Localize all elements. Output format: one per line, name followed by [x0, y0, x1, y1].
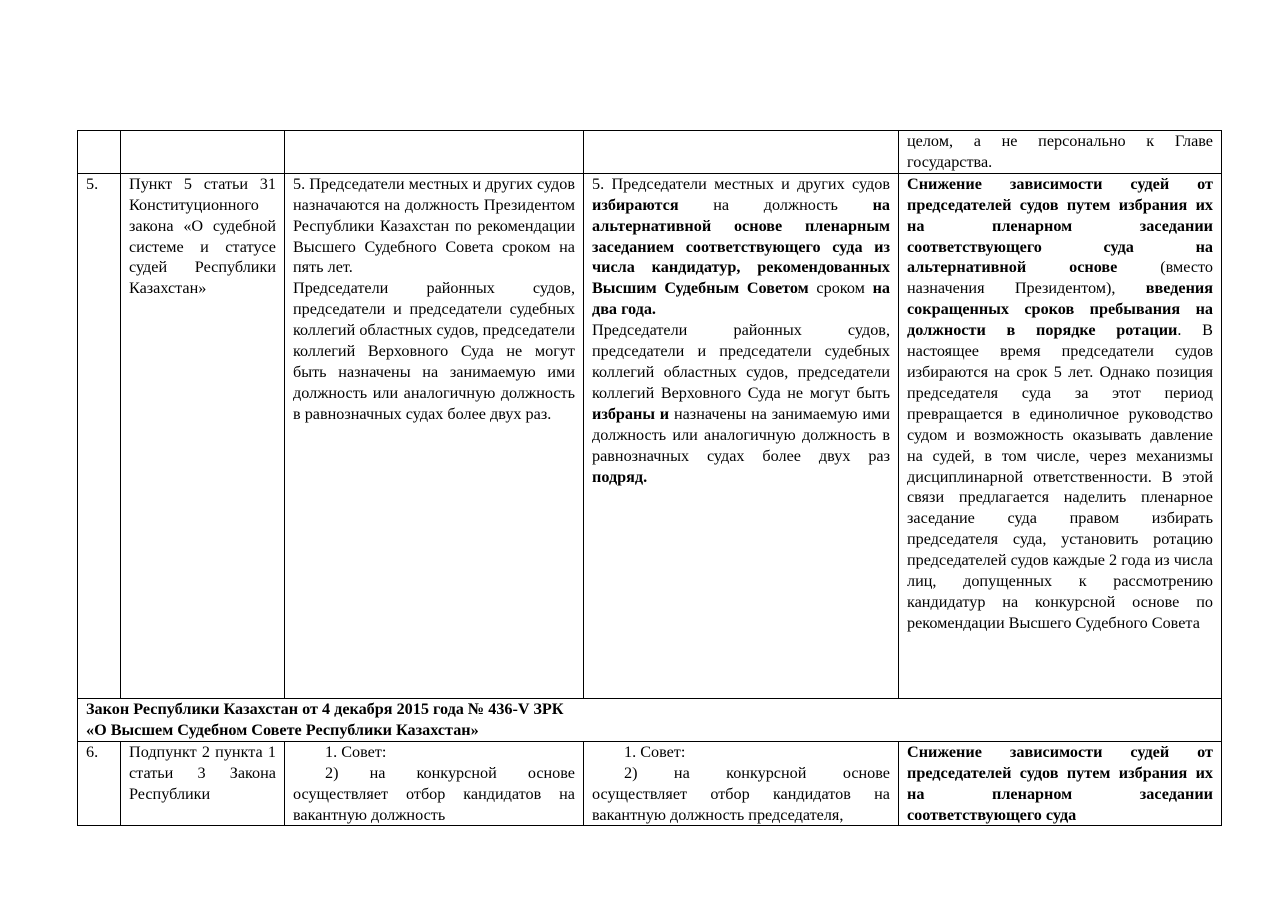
- proposed-paragraph: [592, 174, 890, 320]
- proposed-text-cell: [584, 741, 899, 826]
- reference-text: Подпункт 2 пункта 1 статьи 3 Закона Республики: [129, 742, 276, 803]
- text-span: сроком: [808, 279, 873, 298]
- row-number-cell: 6.: [78, 741, 121, 826]
- section-header-row: [78, 698, 1222, 741]
- rationale-cell: [899, 173, 1222, 698]
- reference-cell: [121, 173, 285, 698]
- reference-cell: [121, 741, 285, 826]
- rationale-paragraph: [907, 742, 1213, 826]
- text-span: 5. Председатели местных и других судов: [592, 174, 890, 193]
- section-title-line: Закон Республики Казахстан от 4 декабря 2015 года № 436-V ЗРК: [86, 699, 564, 718]
- rationale-text: целом, а не персонально к Главе государства.: [907, 132, 1213, 171]
- proposed-paragraph: 2) на конкурсной основе осуществляет отбор кандидатов на вакантную должность председателя,: [592, 763, 890, 824]
- current-text-cell: [285, 173, 584, 698]
- current-paragraph: 2) на конкурсной основе осуществляет отбор кандидатов на вакантную должность: [293, 763, 575, 824]
- current-paragraph: 1. Совет:: [325, 742, 387, 761]
- bold-span: Снижение зависимости судей от председателей судов путем избрания их на пленарном заседании соответствующего суда на альтернативной основе: [907, 174, 1213, 277]
- current-paragraph: Председатели районных судов, председатели и председатели судебных коллегий областных судов, председатели коллегий Верховного Суда не могут быть назначены на занимаемую ими должность или аналогичную должность в равнозначных судах более двух раз.: [293, 279, 575, 423]
- bold-span: на два года.: [592, 279, 890, 319]
- reference-cell: [121, 131, 285, 174]
- bold-span: на альтернативной основе пленарным заседанием соответствующего суда из числа кандидатур, рекомендованных Высшим Судебным Советом: [592, 195, 890, 298]
- reference-text: Пункт 5 статьи 31 Конституционного закона «О судебной системе и статусе судей Республики Казахстан»: [129, 174, 276, 298]
- bold-span: избираются: [592, 195, 679, 214]
- row-number-cell: [78, 131, 121, 174]
- row-number-cell: 5.: [78, 173, 121, 698]
- rationale-cell: [899, 131, 1222, 174]
- bold-span: подряд.: [592, 467, 648, 486]
- text-span: Председатели районных судов, председатели и председатели судебных коллегий областных судов, председатели коллегий Верховного Суда не могут быть: [592, 321, 890, 402]
- proposed-paragraph: 1. Совет:: [624, 742, 686, 761]
- rationale-cell: [899, 741, 1222, 826]
- text-span: . В настоящее время председатели судов избираются на срок 5 лет. Однако позиция председателя суда за этот период превращается в единоличное руководство судом и возможность оказывать давление на судей, в том числе, через механизмы дисциплинарной ответственности. В этой связи предлагается наделить пленарное заседание суда правом избирать председателя суда, установить ротацию председателей судов каждые 2 года из числа лиц, допущенных к рассмотрению кандидатур на конкурсной основе по рекомендации Высшего Судебного Совета: [907, 321, 1213, 632]
- text-span: назначены на занимаемую ими должность или аналогичную должность в равнозначных судах более двух раз: [592, 404, 890, 465]
- text-span: на должность: [678, 195, 873, 214]
- proposed-text-cell: [584, 131, 899, 174]
- table-row: [78, 173, 1222, 698]
- current-text-cell: [285, 741, 584, 826]
- proposed-text-cell: [584, 173, 899, 698]
- legislation-comparison-table: [77, 130, 1222, 826]
- table-row: [78, 741, 1222, 826]
- section-title-line: «О Высшем Судебном Совете Республики Казахстан»: [86, 720, 479, 739]
- current-text-cell: [285, 131, 584, 174]
- bold-span: Снижение зависимости судей от председателей судов путем избрания их на пленарном заседании соответствующего суда: [907, 742, 1213, 824]
- table-row: [78, 131, 1222, 174]
- bold-span: введения сокращенных сроков пребывания на должности в порядке ротации: [907, 279, 1213, 340]
- section-header-cell: [78, 698, 1222, 741]
- current-paragraph: 5. Председатели местных и других судов назначаются на должность Президентом Республики Казахстан по рекомендации Высшего Судебного Совета сроком на пять лет.: [293, 174, 575, 277]
- bold-span: избраны и: [592, 404, 670, 423]
- text-span: (вместо назначения Президентом),: [907, 258, 1213, 298]
- proposed-paragraph: [592, 320, 890, 487]
- rationale-paragraph: [907, 174, 1213, 634]
